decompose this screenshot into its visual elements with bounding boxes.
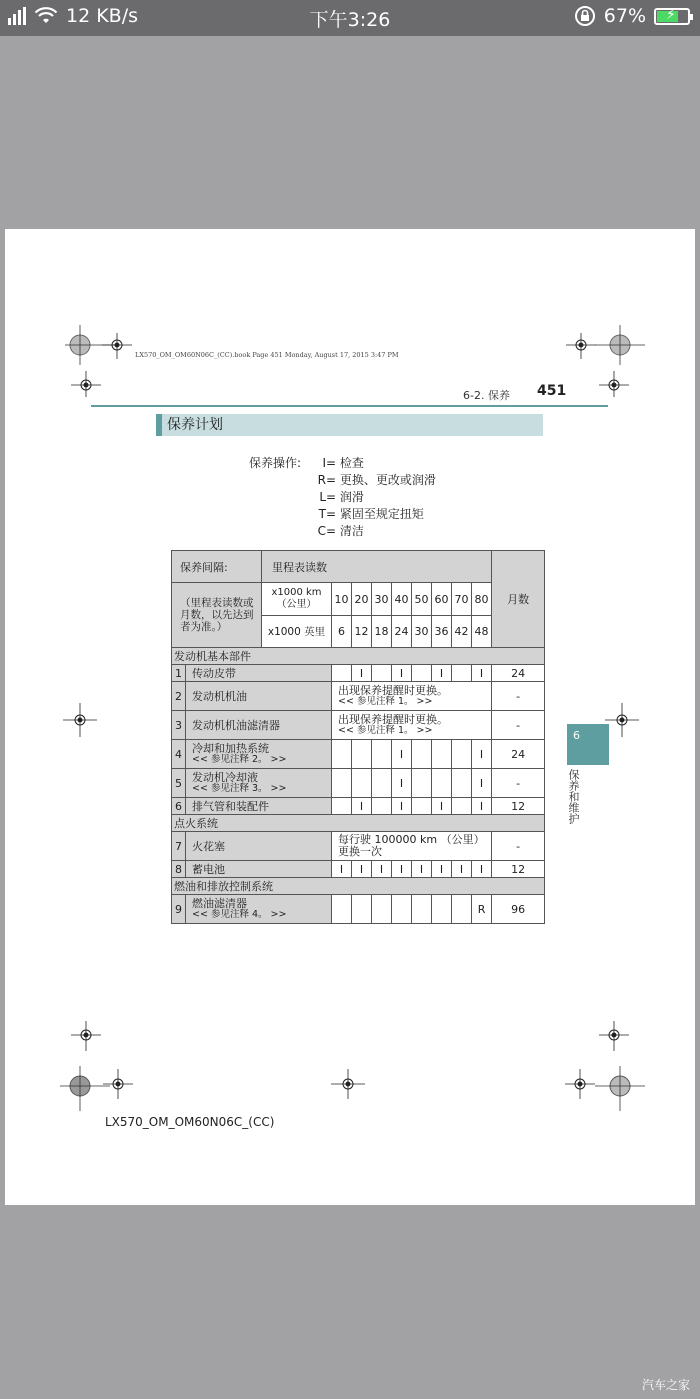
- km-value: 40: [392, 583, 412, 616]
- section-divider: [91, 405, 608, 407]
- section-header-row: [172, 648, 545, 665]
- mile-value: 48: [472, 616, 492, 648]
- months-value: 24: [492, 740, 545, 769]
- schedule-cell: [332, 769, 352, 798]
- schedule-cell: [392, 895, 412, 924]
- schedule-cell: I: [472, 740, 492, 769]
- item-name: 发动机冷却液 << 参见注释 3。 >>: [186, 769, 332, 798]
- schedule-cell: [372, 769, 392, 798]
- km-value: 70: [452, 583, 472, 616]
- legend-title: 保养操作:: [249, 456, 302, 470]
- schedule-span: 出现保养提醒时更换。 << 参见注释 1。 >>: [332, 682, 492, 711]
- table-row: [172, 583, 545, 616]
- schedule-cell: [332, 740, 352, 769]
- schedule-span: 出现保养提醒时更换。 << 参见注释 1。 >>: [332, 711, 492, 740]
- months-value: 96: [492, 895, 545, 924]
- schedule-cell: [412, 740, 432, 769]
- row-number: 2: [172, 682, 186, 711]
- item-name: 火花塞: [186, 832, 332, 861]
- row-number: 7: [172, 832, 186, 861]
- chapter-tab-label: 保养和维护: [567, 769, 580, 824]
- schedule-cell: [332, 895, 352, 924]
- schedule-span: 每行驶 100000 km （公里） 更换一次: [332, 832, 492, 861]
- watermark: 汽车之家: [641, 1378, 690, 1392]
- schedule-cell: [452, 665, 472, 682]
- schedule-cell: I: [472, 665, 492, 682]
- crosshair-icon: [566, 333, 596, 363]
- crosshair-icon: [103, 1069, 133, 1099]
- crosshair-icon: [565, 1069, 595, 1099]
- crosshair-icon: [599, 1021, 629, 1051]
- km-value: 10: [332, 583, 352, 616]
- schedule-cell: [372, 798, 392, 815]
- schedule-cell: [372, 740, 392, 769]
- schedule-cell: I: [432, 665, 452, 682]
- mile-value: 42: [452, 616, 472, 648]
- chapter-tab[interactable]: 6: [567, 724, 609, 765]
- table-row: [172, 832, 545, 861]
- table-row: [172, 769, 545, 798]
- months-value: 12: [492, 861, 545, 878]
- odometer-label: 里程表读数: [262, 551, 492, 583]
- rotation-lock-icon: [574, 5, 596, 27]
- schedule-cell: [432, 895, 452, 924]
- row-number: 5: [172, 769, 186, 798]
- page-title: 保养计划: [156, 414, 543, 436]
- row-number: 4: [172, 740, 186, 769]
- months-value: 24: [492, 665, 545, 682]
- schedule-cell: [432, 769, 452, 798]
- schedule-cell: [452, 740, 472, 769]
- schedule-cell: I: [352, 798, 372, 815]
- mile-value: 6: [332, 616, 352, 648]
- table-row: [172, 711, 545, 740]
- table-row: [172, 551, 545, 583]
- legend-item: T= 紧固至规定扭矩: [318, 507, 424, 521]
- file-header: LX570_OM_OM60N06C_(CC).book Page 451 Monday, August 17, 2015 3:47 PM: [135, 351, 399, 359]
- schedule-cell: I: [412, 861, 432, 878]
- schedule-cell: [352, 895, 372, 924]
- schedule-cell: I: [392, 861, 412, 878]
- km-value: 80: [472, 583, 492, 616]
- schedule-cell: I: [392, 665, 412, 682]
- footer-code: LX570_OM_OM60N06C_(CC): [105, 1115, 275, 1129]
- months-value: -: [492, 769, 545, 798]
- note-label: （里程表读数或月数，以先达到者为准。）: [172, 583, 262, 648]
- schedule-cell: I: [392, 740, 412, 769]
- months-value: 12: [492, 798, 545, 815]
- crosshair-icon: [63, 703, 97, 737]
- mile-value: 36: [432, 616, 452, 648]
- schedule-cell: I: [372, 861, 392, 878]
- section-title: 燃油和排放控制系统: [172, 878, 545, 895]
- table-row: [172, 798, 545, 815]
- table-row: [172, 861, 545, 878]
- table-row: [172, 740, 545, 769]
- section-title: 发动机基本部件: [172, 648, 545, 665]
- schedule-cell: I: [352, 665, 372, 682]
- schedule-cell: I: [432, 861, 452, 878]
- legend-item: L= 润滑: [319, 490, 364, 504]
- schedule-cell: [352, 740, 372, 769]
- row-number: 8: [172, 861, 186, 878]
- schedule-cell: [372, 895, 392, 924]
- item-name: 蓄电池: [186, 861, 332, 878]
- crosshair-icon: [605, 703, 639, 737]
- schedule-cell: I: [392, 769, 412, 798]
- mile-value: 18: [372, 616, 392, 648]
- item-name: 冷却和加热系统 << 参见注释 2。 >>: [186, 740, 332, 769]
- clock: 下午3:26: [309, 9, 391, 31]
- schedule-cell: [412, 798, 432, 815]
- crosshair-icon: [71, 367, 101, 397]
- battery-icon: ⚡: [654, 8, 690, 25]
- crosshair-icon: [599, 367, 629, 397]
- table-row: [172, 665, 545, 682]
- maintenance-schedule-table: [171, 550, 545, 924]
- months-label: 月数: [492, 551, 545, 648]
- schedule-cell: [432, 740, 452, 769]
- crosshair-icon: [102, 333, 132, 363]
- item-name: 传动皮带: [186, 665, 332, 682]
- table-row: [172, 895, 545, 924]
- schedule-cell: I: [392, 798, 412, 815]
- schedule-cell: [332, 798, 352, 815]
- schedule-cell: [352, 769, 372, 798]
- section-header-row: [172, 815, 545, 832]
- table-row: [172, 682, 545, 711]
- schedule-cell: I: [472, 769, 492, 798]
- mile-label: x1000 英里: [262, 616, 332, 648]
- section-title: 点火系统: [172, 815, 545, 832]
- row-number: 1: [172, 665, 186, 682]
- network-speed: 12 KB/s: [66, 5, 139, 27]
- km-value: 20: [352, 583, 372, 616]
- row-number: 6: [172, 798, 186, 815]
- row-number: 3: [172, 711, 186, 740]
- schedule-cell: I: [332, 861, 352, 878]
- item-name: 燃油滤清器 << 参见注释 4。 >>: [186, 895, 332, 924]
- section-header-row: [172, 878, 545, 895]
- row-number: 9: [172, 895, 186, 924]
- page-number: 451: [537, 383, 567, 399]
- registration-mark-icon: [595, 1061, 645, 1111]
- interval-label: 保养间隔:: [172, 551, 262, 583]
- schedule-cell: I: [432, 798, 452, 815]
- km-label: x1000 km（公里）: [262, 583, 332, 616]
- km-value: 60: [432, 583, 452, 616]
- schedule-cell: [412, 769, 432, 798]
- schedule-cell: I: [452, 861, 472, 878]
- schedule-cell: [412, 665, 432, 682]
- status-bar: [0, 0, 700, 36]
- schedule-cell: I: [352, 861, 372, 878]
- legend-item: C= 清洁: [317, 524, 364, 538]
- item-name: 发动机机油滤清器: [186, 711, 332, 740]
- battery-percent: 67%: [603, 5, 646, 27]
- months-value: -: [492, 682, 545, 711]
- km-value: 30: [372, 583, 392, 616]
- km-value: 50: [412, 583, 432, 616]
- schedule-cell: [452, 895, 472, 924]
- document-page[interactable]: [5, 229, 695, 1205]
- schedule-cell: R: [472, 895, 492, 924]
- legend-item: I= 检查: [322, 456, 364, 470]
- schedule-cell: I: [472, 798, 492, 815]
- schedule-cell: [452, 769, 472, 798]
- crosshair-icon: [331, 1069, 365, 1099]
- months-value: -: [492, 832, 545, 861]
- mile-value: 12: [352, 616, 372, 648]
- schedule-cell: [452, 798, 472, 815]
- schedule-cell: I: [472, 861, 492, 878]
- item-name: 排气管和装配件: [186, 798, 332, 815]
- item-name: 发动机机油: [186, 682, 332, 711]
- schedule-cell: [332, 665, 352, 682]
- legend-item: R= 更换、更改或润滑: [317, 473, 436, 487]
- schedule-cell: [372, 665, 392, 682]
- months-value: -: [492, 711, 545, 740]
- mile-value: 30: [412, 616, 432, 648]
- section-label: 6-2. 保养: [463, 389, 510, 402]
- mile-value: 24: [392, 616, 412, 648]
- crosshair-icon: [71, 1021, 101, 1051]
- schedule-cell: [412, 895, 432, 924]
